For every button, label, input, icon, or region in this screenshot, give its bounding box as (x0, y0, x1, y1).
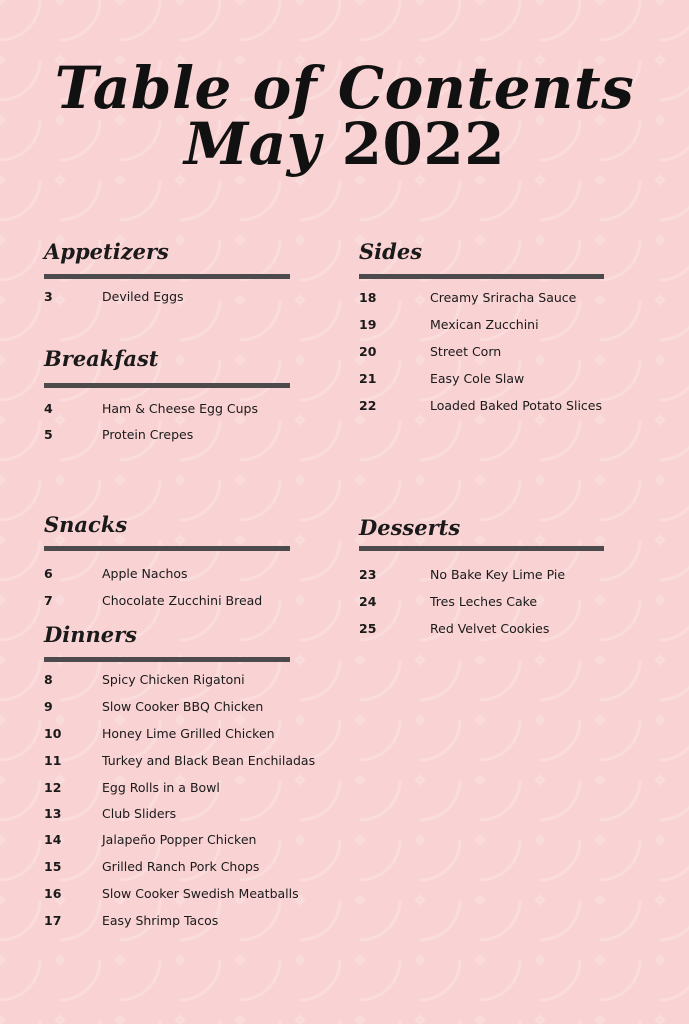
recipe-name: Honey Lime Grilled Chicken (102, 726, 275, 741)
section-heading: Sides (359, 239, 423, 264)
title-month: May (183, 110, 321, 178)
recipe-name: Club Sliders (102, 806, 177, 821)
page-number: 20 (359, 344, 377, 359)
section-breakfast (44, 346, 258, 442)
page-number: 25 (359, 621, 377, 636)
page-number: 19 (359, 317, 377, 332)
section-divider (44, 274, 290, 279)
recipe-name: Easy Cole Slaw (430, 371, 525, 386)
section-desserts (359, 515, 566, 636)
recipe-name: Protein Crepes (102, 427, 194, 442)
section-appetizers (44, 239, 184, 304)
title-line-2 (0, 110, 689, 178)
section-divider (44, 383, 290, 388)
section-divider (44, 657, 290, 662)
page-number: 5 (44, 427, 53, 442)
page-number: 22 (359, 398, 377, 413)
page-number: 16 (44, 886, 62, 901)
recipe-name: No Bake Key Lime Pie (430, 567, 566, 582)
section-heading: Desserts (359, 515, 461, 540)
section-heading: Appetizers (44, 239, 169, 264)
recipe-name: Easy Shrimp Tacos (102, 913, 219, 928)
page-number: 15 (44, 859, 62, 874)
page-number: 24 (359, 594, 377, 609)
section-divider (44, 546, 290, 551)
recipe-name: Spicy Chicken Rigatoni (102, 672, 245, 687)
recipe-name: Chocolate Zucchini Bread (102, 593, 263, 608)
section-divider (359, 546, 604, 551)
recipe-name: Street Corn (430, 344, 502, 359)
page-number: 21 (359, 371, 377, 386)
recipe-name: Slow Cooker Swedish Meatballs (102, 886, 299, 901)
recipe-name: Egg Rolls in a Bowl (102, 780, 220, 795)
page-number: 10 (44, 726, 62, 741)
recipe-name: Tres Leches Cake (430, 594, 538, 609)
title-year: 2022 (341, 110, 506, 178)
recipe-name: Turkey and Black Bean Enchiladas (102, 753, 316, 768)
section-heading: Dinners (44, 622, 137, 647)
page-number: 23 (359, 567, 377, 582)
page-number: 17 (44, 913, 62, 928)
recipe-name: Mexican Zucchini (430, 317, 539, 332)
section-sides (359, 239, 602, 413)
page-number: 7 (44, 593, 53, 608)
recipe-name: Deviled Eggs (102, 289, 184, 304)
section-divider (359, 274, 604, 279)
page-number: 6 (44, 566, 53, 581)
recipe-name: Grilled Ranch Pork Chops (102, 859, 260, 874)
page-number: 11 (44, 753, 62, 768)
section-heading: Breakfast (44, 346, 159, 371)
recipe-name: Ham & Cheese Egg Cups (102, 401, 258, 416)
recipe-name: Slow Cooker BBQ Chicken (102, 699, 264, 714)
recipe-name: Red Velvet Cookies (430, 621, 550, 636)
recipe-name: Creamy Sriracha Sauce (430, 290, 577, 305)
page-number: 12 (44, 780, 62, 795)
recipe-name: Loaded Baked Potato Slices (430, 398, 602, 413)
page-number: 8 (44, 672, 53, 687)
title-line-1: Table of Contents (54, 54, 635, 122)
page-number: 3 (44, 289, 53, 304)
section-dinners (44, 622, 316, 928)
recipe-name: Jalapeño Popper Chicken (102, 832, 257, 847)
recipe-name: Apple Nachos (102, 566, 188, 581)
section-snacks (44, 512, 263, 608)
page-number: 9 (44, 699, 53, 714)
page-number: 18 (359, 290, 377, 305)
page-number: 4 (44, 401, 53, 416)
page-number: 13 (44, 806, 62, 821)
section-heading: Snacks (44, 512, 128, 537)
page-number: 14 (44, 832, 62, 847)
